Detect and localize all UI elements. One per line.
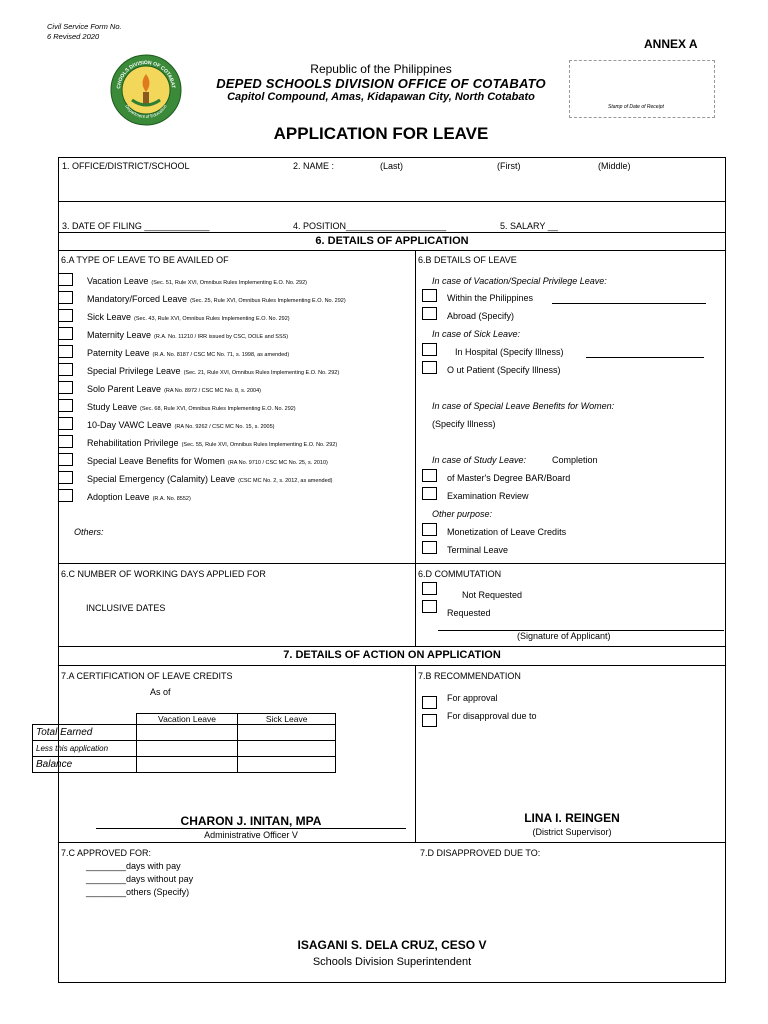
applicant-signature-label: (Signature of Applicant) [517, 631, 611, 641]
certifying-officer-signature-line [96, 828, 406, 829]
leave-credits-table [32, 713, 336, 773]
leave-type-item [87, 456, 328, 466]
leave-type-legal-reference: (Sec. 55, Rule XVI, Omnibus Rules Implementing E.O. No. 292) [181, 442, 338, 448]
column-divider [415, 250, 416, 646]
balance-label: Balance [33, 757, 137, 773]
section-6a-heading: 6.A TYPE OF LEAVE TO BE AVAILED OF [61, 255, 229, 265]
leave-type-checkbox[interactable] [58, 291, 73, 304]
certifying-officer-name: CHARON J. INITAN, MPA [180, 814, 322, 828]
leave-type-checkbox[interactable] [58, 435, 73, 448]
leave-type-item [87, 276, 307, 286]
vacation-case-label: In case of Vacation/Special Privilege Leave: [432, 276, 607, 286]
table-header-row [33, 714, 336, 725]
leave-type-item [87, 348, 289, 358]
leave-type-legal-reference: (Sec. 68, Rule XVI, Omnibus Rules Implementing E.O. No. 292) [140, 406, 296, 412]
divider [58, 250, 726, 251]
monetization-checkbox[interactable] [422, 523, 437, 536]
annex-label: ANNEX A [644, 37, 698, 51]
name-middle-label: (Middle) [598, 161, 631, 171]
certifying-officer-title: Administrative Officer V [204, 830, 298, 840]
out-patient-label: O ut Patient (Specify Illness) [447, 365, 561, 375]
leave-type-legal-reference: (Sec. 43, Rule XVI, Omnibus Rules Implementing E.O. No. 292) [134, 316, 290, 322]
days-without-pay-label: ________days without pay [86, 874, 194, 884]
for-disapproval-checkbox[interactable] [422, 714, 437, 727]
leave-type-label: Study Leave [87, 402, 138, 412]
leave-type-legal-reference: (CSC MC No. 2, s. 2012, as amended) [238, 478, 333, 484]
leave-type-checkbox[interactable] [58, 273, 73, 286]
within-philippines-label: Within the Philippines [447, 293, 534, 303]
less-application-label: Less this application [33, 741, 137, 757]
sick-case-label: In case of Sick Leave: [432, 329, 521, 339]
office-label: 1. OFFICE/DISTRICT/SCHOOL [62, 161, 190, 171]
exam-review-checkbox[interactable] [422, 487, 437, 500]
name-label: 2. NAME : [293, 161, 335, 171]
section-7c-heading: 7.C APPROVED FOR: [61, 848, 152, 858]
as-of-label: As of [150, 687, 171, 697]
table-row [33, 725, 336, 741]
other-purpose-label: Other purpose: [432, 509, 493, 519]
leave-type-legal-reference: (Sec. 51, Rule XVI, Omnibus Rules Implementing E.O. No. 292) [151, 280, 307, 286]
total-earned-vacation-cell[interactable] [136, 725, 238, 741]
abroad-checkbox[interactable] [422, 307, 437, 320]
leave-type-checkbox[interactable] [58, 471, 73, 484]
leave-type-legal-reference: (R.A. No. 8187 / CSC MC No. 71, s. 1998, as amended) [152, 352, 290, 358]
terminal-leave-label: Terminal Leave [447, 545, 509, 555]
within-philippines-line [552, 303, 706, 304]
leave-type-legal-reference: (RA No. 8972 / CSC MC No. 8, s. 2004) [164, 388, 261, 394]
leave-type-checkbox[interactable] [58, 345, 73, 358]
form-number-line2: 6 Revised 2020 [47, 32, 100, 41]
leave-type-label: Mandatory/Forced Leave [87, 294, 188, 304]
leave-type-checkbox[interactable] [58, 327, 73, 340]
leave-type-checkbox[interactable] [58, 417, 73, 430]
less-application-vacation-cell[interactable] [136, 741, 238, 757]
in-hospital-label: In Hospital (Specify Illness) [455, 347, 564, 357]
leave-type-item [87, 420, 275, 430]
exam-review-label: Examination Review [447, 491, 529, 501]
vacation-leave-column-header: Vacation Leave [136, 714, 238, 725]
leave-type-legal-reference: (RA No. 9710 / CSC MC No. 25, s. 2010) [227, 460, 328, 466]
leave-type-checkbox[interactable] [58, 363, 73, 376]
leave-type-label: Solo Parent Leave [87, 384, 162, 394]
leave-type-label: 10-Day VAWC Leave [87, 420, 172, 430]
divider [58, 563, 726, 564]
leave-type-legal-reference: (R.A. No. 8552) [152, 496, 191, 502]
leave-type-label: Sick Leave [87, 312, 132, 322]
requested-checkbox[interactable] [422, 600, 437, 613]
superintendent-name: ISAGANI S. DELA CRUZ, CESO V [297, 938, 487, 952]
women-case-label: In case of Special Leave Benefits for Women: [432, 401, 615, 411]
leave-type-legal-reference: (Sec. 25, Rule XVI, Omnibus Rules Implementing E.O. No. 292) [190, 298, 346, 304]
section-6c-heading: 6.C NUMBER OF WORKING DAYS APPLIED FOR [61, 569, 266, 579]
position-label: 4. POSITION____________________ [293, 221, 447, 231]
leave-type-legal-reference: (RA No. 9262 / CSC MC No. 15, s. 2005) [174, 424, 275, 430]
leave-type-checkbox[interactable] [58, 489, 73, 502]
not-requested-checkbox[interactable] [422, 582, 437, 595]
leave-type-label: Special Emergency (Calamity) Leave [87, 474, 236, 484]
table-corner-cell [33, 714, 137, 725]
name-first-label: (First) [497, 161, 521, 171]
divider [58, 665, 726, 666]
abroad-label: Abroad (Specify) [447, 311, 515, 321]
column-divider [415, 665, 416, 842]
table-row [33, 757, 336, 773]
leave-type-label: Special Privilege Leave [87, 366, 181, 376]
total-earned-sick-cell[interactable] [238, 725, 336, 741]
sick-leave-column-header: Sick Leave [238, 714, 336, 725]
leave-type-label: Special Leave Benefits for Women [87, 456, 225, 466]
leave-type-checkbox[interactable] [58, 309, 73, 322]
form-number-line1: Civil Service Form No. [47, 22, 122, 31]
terminal-leave-checkbox[interactable] [422, 541, 437, 554]
date-of-filing-label: 3. DATE OF FILING _____________ [62, 221, 210, 231]
svg-text:SCHOOLS DIVISION OF COTABATO: CHOOLS DIVISION OF COTABAT [115, 59, 176, 90]
header-republic: Republic of the Philippines [310, 62, 452, 76]
divider [58, 201, 726, 202]
leave-type-label: Rehabilitation Privilege [87, 438, 179, 448]
leave-type-item [87, 492, 191, 502]
section-7a-heading: 7.A CERTIFICATION OF LEAVE CREDITS [61, 671, 233, 681]
monetization-label: Monetization of Leave Credits [447, 527, 567, 537]
balance-sick-cell[interactable] [238, 757, 336, 773]
section-6b-heading: 6.B DETAILS OF LEAVE [418, 255, 517, 265]
days-with-pay-label: ________days with pay [86, 861, 181, 871]
receipt-stamp-box [569, 60, 715, 118]
receipt-stamp-label: Stamp of Date of Receipt [608, 104, 664, 110]
leave-type-item [87, 402, 296, 412]
for-approval-checkbox[interactable] [422, 696, 437, 709]
for-approval-label: For approval [447, 693, 498, 703]
others-label: Others: [74, 527, 104, 537]
leave-type-label: Vacation Leave [87, 276, 149, 286]
leave-type-item [87, 384, 261, 394]
leave-type-item [87, 366, 339, 376]
leave-type-legal-reference: (R.A. No. 11210 / IRR issued by CSC, DOLE and SSS) [154, 334, 289, 340]
others-specify-label: ________others (Specify) [86, 887, 190, 897]
name-last-label: (Last) [380, 161, 404, 171]
recommending-officer-name: LINA I. REINGEN [524, 811, 620, 825]
svg-text:Department of Education: Department of Education [124, 103, 168, 120]
masters-degree-checkbox[interactable] [422, 469, 437, 482]
within-philippines-checkbox[interactable] [422, 289, 437, 302]
leave-type-item [87, 330, 288, 340]
specify-illness-label: (Specify Illness) [432, 419, 496, 429]
form-number [47, 22, 122, 42]
deped-seal-logo [110, 54, 182, 126]
leave-type-item [87, 438, 337, 448]
leave-type-legal-reference: (Sec. 21, Rule XVI, Omnibus Rules Implementing E.O. No. 292) [183, 370, 340, 376]
section-6d-heading: 6.D COMMUTATION [418, 569, 502, 579]
leave-type-label: Maternity Leave [87, 330, 152, 340]
superintendent-title: Schools Division Superintendent [312, 956, 472, 968]
leave-type-label: Paternity Leave [87, 348, 150, 358]
out-patient-checkbox[interactable] [422, 361, 437, 374]
page-title: APPLICATION FOR LEAVE [273, 124, 489, 143]
divider [58, 842, 726, 843]
leave-type-item [87, 312, 290, 322]
header-office: DEPED SCHOOLS DIVISION OFFICE OF COTABATO [216, 76, 546, 91]
not-requested-label: Not Requested [462, 590, 523, 600]
recommending-officer-title: (District Supervisor) [532, 827, 612, 837]
salary-label: 5. SALARY __ [500, 221, 558, 231]
inclusive-dates-label: INCLUSIVE DATES [86, 603, 166, 613]
leave-type-label: Adoption Leave [87, 492, 150, 502]
leave-type-checkbox[interactable] [58, 381, 73, 394]
for-disapproval-label: For disapproval due to [447, 711, 537, 721]
section-7b-heading: 7.B RECOMMENDATION [418, 671, 521, 681]
total-earned-label: Total Earned [33, 725, 137, 741]
less-application-sick-cell[interactable] [238, 741, 336, 757]
section-7d-heading: 7.D DISAPPROVED DUE TO: [420, 848, 541, 858]
divider [58, 646, 726, 647]
study-case-label: In case of Study Leave: [432, 455, 527, 465]
balance-vacation-cell[interactable] [136, 757, 238, 773]
in-hospital-checkbox[interactable] [422, 343, 437, 356]
in-hospital-line [586, 357, 704, 358]
leave-type-item [87, 474, 333, 484]
table-row [33, 741, 336, 757]
requested-label: Requested [447, 608, 491, 618]
masters-degree-label: of Master's Degree BAR/Board [447, 473, 571, 483]
leave-type-checkbox[interactable] [58, 399, 73, 412]
section-7-heading: 7. DETAILS OF ACTION ON APPLICATION [283, 649, 501, 661]
completion-label: Completion [552, 455, 598, 465]
section-6-heading: 6. DETAILS OF APPLICATION [315, 235, 469, 247]
header-address: Capitol Compound, Amas, Kidapawan City, North Cotabato [227, 91, 535, 103]
divider [58, 232, 726, 233]
leave-type-checkbox[interactable] [58, 453, 73, 466]
leave-type-item [87, 294, 346, 304]
